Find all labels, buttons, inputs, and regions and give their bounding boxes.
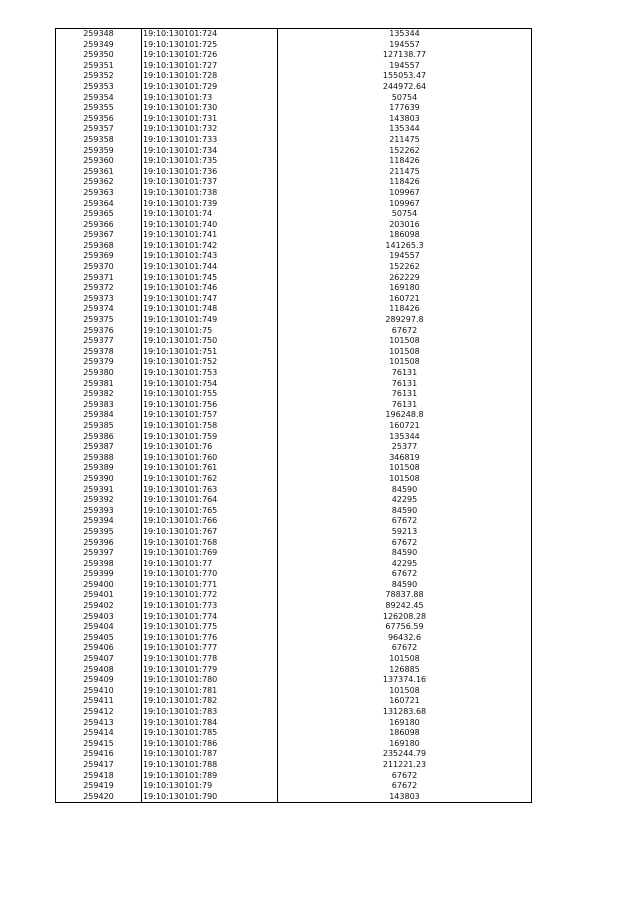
row-id-cell: 259410 bbox=[56, 686, 142, 697]
row-id-cell: 259411 bbox=[56, 696, 142, 707]
value-cell: 101508 bbox=[278, 654, 532, 665]
cadastral-number-cell: 19:10:130101:77 bbox=[142, 559, 278, 570]
value-cell: 141265.3 bbox=[278, 241, 532, 252]
value-cell: 67672 bbox=[278, 781, 532, 792]
table-row bbox=[56, 199, 532, 210]
table-row bbox=[56, 739, 532, 750]
value-cell: 76131 bbox=[278, 368, 532, 379]
value-cell: 169180 bbox=[278, 739, 532, 750]
row-id-cell: 259384 bbox=[56, 410, 142, 421]
table-row bbox=[56, 665, 532, 676]
value-cell: 67672 bbox=[278, 516, 532, 527]
row-id-cell: 259355 bbox=[56, 103, 142, 114]
row-id-cell: 259371 bbox=[56, 273, 142, 284]
value-cell: 262229 bbox=[278, 273, 532, 284]
cadastral-number-cell: 19:10:130101:781 bbox=[142, 686, 278, 697]
table-row bbox=[56, 283, 532, 294]
cadastral-number-cell: 19:10:130101:743 bbox=[142, 251, 278, 262]
cadastral-number-cell: 19:10:130101:756 bbox=[142, 400, 278, 411]
table-row bbox=[56, 421, 532, 432]
row-id-cell: 259387 bbox=[56, 442, 142, 453]
value-cell: 127138.77 bbox=[278, 50, 532, 61]
value-cell: 50754 bbox=[278, 93, 532, 104]
table-row bbox=[56, 40, 532, 51]
table-row bbox=[56, 442, 532, 453]
table-row bbox=[56, 696, 532, 707]
cadastral-number-cell: 19:10:130101:780 bbox=[142, 675, 278, 686]
value-cell: 25377 bbox=[278, 442, 532, 453]
value-cell: 76131 bbox=[278, 379, 532, 390]
cadastral-number-cell: 19:10:130101:772 bbox=[142, 590, 278, 601]
value-cell: 346819 bbox=[278, 453, 532, 464]
cadastral-number-cell: 19:10:130101:751 bbox=[142, 347, 278, 358]
cadastral-number-cell: 19:10:130101:776 bbox=[142, 633, 278, 644]
value-cell: 67672 bbox=[278, 326, 532, 337]
table-row bbox=[56, 315, 532, 326]
cadastral-number-cell: 19:10:130101:790 bbox=[142, 792, 278, 803]
row-id-cell: 259407 bbox=[56, 654, 142, 665]
row-id-cell: 259399 bbox=[56, 569, 142, 580]
cadastral-number-cell: 19:10:130101:734 bbox=[142, 146, 278, 157]
table-row bbox=[56, 538, 532, 549]
row-id-cell: 259389 bbox=[56, 463, 142, 474]
row-id-cell: 259351 bbox=[56, 61, 142, 72]
cadastral-number-cell: 19:10:130101:746 bbox=[142, 283, 278, 294]
cadastral-number-cell: 19:10:130101:786 bbox=[142, 739, 278, 750]
row-id-cell: 259374 bbox=[56, 304, 142, 315]
value-cell: 289297.8 bbox=[278, 315, 532, 326]
row-id-cell: 259376 bbox=[56, 326, 142, 337]
value-cell: 203016 bbox=[278, 220, 532, 231]
cadastral-number-cell: 19:10:130101:760 bbox=[142, 453, 278, 464]
table-row bbox=[56, 590, 532, 601]
value-cell: 42295 bbox=[278, 495, 532, 506]
row-id-cell: 259348 bbox=[56, 29, 142, 40]
value-cell: 143803 bbox=[278, 792, 532, 803]
row-id-cell: 259382 bbox=[56, 389, 142, 400]
value-cell: 186098 bbox=[278, 230, 532, 241]
value-cell: 84590 bbox=[278, 506, 532, 517]
value-cell: 135344 bbox=[278, 124, 532, 135]
table-row bbox=[56, 336, 532, 347]
value-cell: 101508 bbox=[278, 463, 532, 474]
value-cell: 78837.88 bbox=[278, 590, 532, 601]
value-cell: 211475 bbox=[278, 167, 532, 178]
row-id-cell: 259360 bbox=[56, 156, 142, 167]
row-id-cell: 259353 bbox=[56, 82, 142, 93]
row-id-cell: 259373 bbox=[56, 294, 142, 305]
cadastral-number-cell: 19:10:130101:740 bbox=[142, 220, 278, 231]
row-id-cell: 259365 bbox=[56, 209, 142, 220]
table-row bbox=[56, 410, 532, 421]
value-cell: 131283.68 bbox=[278, 707, 532, 718]
value-cell: 194557 bbox=[278, 251, 532, 262]
row-id-cell: 259403 bbox=[56, 612, 142, 623]
table-row bbox=[56, 506, 532, 517]
value-cell: 244972.64 bbox=[278, 82, 532, 93]
cadastral-number-cell: 19:10:130101:744 bbox=[142, 262, 278, 273]
row-id-cell: 259400 bbox=[56, 580, 142, 591]
value-cell: 101508 bbox=[278, 357, 532, 368]
cadastral-number-cell: 19:10:130101:79 bbox=[142, 781, 278, 792]
value-cell: 235244.79 bbox=[278, 749, 532, 760]
cadastral-number-cell: 19:10:130101:76 bbox=[142, 442, 278, 453]
row-id-cell: 259419 bbox=[56, 781, 142, 792]
table-row bbox=[56, 273, 532, 284]
row-id-cell: 259416 bbox=[56, 749, 142, 760]
value-cell: 160721 bbox=[278, 294, 532, 305]
value-cell: 118426 bbox=[278, 156, 532, 167]
table-row bbox=[56, 241, 532, 252]
value-cell: 109967 bbox=[278, 188, 532, 199]
table-row bbox=[56, 400, 532, 411]
table-row bbox=[56, 50, 532, 61]
table-row bbox=[56, 220, 532, 231]
row-id-cell: 259361 bbox=[56, 167, 142, 178]
row-id-cell: 259372 bbox=[56, 283, 142, 294]
value-cell: 196248.8 bbox=[278, 410, 532, 421]
cadastral-number-cell: 19:10:130101:771 bbox=[142, 580, 278, 591]
value-cell: 84590 bbox=[278, 485, 532, 496]
table-row bbox=[56, 527, 532, 538]
table-row bbox=[56, 463, 532, 474]
row-id-cell: 259406 bbox=[56, 643, 142, 654]
table-row bbox=[56, 135, 532, 146]
value-cell: 169180 bbox=[278, 718, 532, 729]
table-row bbox=[56, 230, 532, 241]
cadastral-number-cell: 19:10:130101:758 bbox=[142, 421, 278, 432]
cadastral-number-cell: 19:10:130101:724 bbox=[142, 29, 278, 40]
value-cell: 137374.16 bbox=[278, 675, 532, 686]
cadastral-number-cell: 19:10:130101:725 bbox=[142, 40, 278, 51]
table-row bbox=[56, 93, 532, 104]
data-table bbox=[55, 28, 532, 803]
row-id-cell: 259356 bbox=[56, 114, 142, 125]
cadastral-number-cell: 19:10:130101:773 bbox=[142, 601, 278, 612]
value-cell: 50754 bbox=[278, 209, 532, 220]
cadastral-number-cell: 19:10:130101:753 bbox=[142, 368, 278, 379]
cadastral-number-cell: 19:10:130101:782 bbox=[142, 696, 278, 707]
row-id-cell: 259366 bbox=[56, 220, 142, 231]
row-id-cell: 259409 bbox=[56, 675, 142, 686]
value-cell: 126885 bbox=[278, 665, 532, 676]
row-id-cell: 259395 bbox=[56, 527, 142, 538]
value-cell: 211221.23 bbox=[278, 760, 532, 771]
value-cell: 76131 bbox=[278, 400, 532, 411]
row-id-cell: 259375 bbox=[56, 315, 142, 326]
cadastral-number-cell: 19:10:130101:769 bbox=[142, 548, 278, 559]
value-cell: 101508 bbox=[278, 474, 532, 485]
table-row bbox=[56, 177, 532, 188]
table-row bbox=[56, 262, 532, 273]
row-id-cell: 259420 bbox=[56, 792, 142, 803]
value-cell: 101508 bbox=[278, 686, 532, 697]
value-cell: 126208.28 bbox=[278, 612, 532, 623]
value-cell: 118426 bbox=[278, 304, 532, 315]
cadastral-number-cell: 19:10:130101:731 bbox=[142, 114, 278, 125]
cadastral-number-cell: 19:10:130101:754 bbox=[142, 379, 278, 390]
cadastral-number-cell: 19:10:130101:778 bbox=[142, 654, 278, 665]
row-id-cell: 259393 bbox=[56, 506, 142, 517]
row-id-cell: 259368 bbox=[56, 241, 142, 252]
table-row bbox=[56, 485, 532, 496]
row-id-cell: 259412 bbox=[56, 707, 142, 718]
value-cell: 42295 bbox=[278, 559, 532, 570]
row-id-cell: 259377 bbox=[56, 336, 142, 347]
row-id-cell: 259404 bbox=[56, 622, 142, 633]
row-id-cell: 259417 bbox=[56, 760, 142, 771]
table-row bbox=[56, 357, 532, 368]
value-cell: 109967 bbox=[278, 199, 532, 210]
row-id-cell: 259363 bbox=[56, 188, 142, 199]
table-row bbox=[56, 294, 532, 305]
cadastral-number-cell: 19:10:130101:726 bbox=[142, 50, 278, 61]
value-cell: 211475 bbox=[278, 135, 532, 146]
row-id-cell: 259401 bbox=[56, 590, 142, 601]
value-cell: 155053.47 bbox=[278, 71, 532, 82]
table-row bbox=[56, 760, 532, 771]
table-row bbox=[56, 326, 532, 337]
table-row bbox=[56, 71, 532, 82]
table-row bbox=[56, 771, 532, 782]
cadastral-number-cell: 19:10:130101:762 bbox=[142, 474, 278, 485]
table-row bbox=[56, 368, 532, 379]
table-row bbox=[56, 347, 532, 358]
value-cell: 152262 bbox=[278, 146, 532, 157]
cadastral-number-cell: 19:10:130101:759 bbox=[142, 432, 278, 443]
table-row bbox=[56, 146, 532, 157]
cadastral-number-cell: 19:10:130101:735 bbox=[142, 156, 278, 167]
cadastral-number-cell: 19:10:130101:752 bbox=[142, 357, 278, 368]
table-row bbox=[56, 432, 532, 443]
table-row bbox=[56, 601, 532, 612]
value-cell: 84590 bbox=[278, 548, 532, 559]
value-cell: 186098 bbox=[278, 728, 532, 739]
row-id-cell: 259398 bbox=[56, 559, 142, 570]
value-cell: 194557 bbox=[278, 40, 532, 51]
cadastral-number-cell: 19:10:130101:770 bbox=[142, 569, 278, 580]
value-cell: 143803 bbox=[278, 114, 532, 125]
value-cell: 59213 bbox=[278, 527, 532, 538]
cadastral-number-cell: 19:10:130101:774 bbox=[142, 612, 278, 623]
cadastral-number-cell: 19:10:130101:775 bbox=[142, 622, 278, 633]
value-cell: 118426 bbox=[278, 177, 532, 188]
row-id-cell: 259402 bbox=[56, 601, 142, 612]
table-row bbox=[56, 781, 532, 792]
row-id-cell: 259386 bbox=[56, 432, 142, 443]
cadastral-number-cell: 19:10:130101:757 bbox=[142, 410, 278, 421]
value-cell: 84590 bbox=[278, 580, 532, 591]
value-cell: 89242.45 bbox=[278, 601, 532, 612]
row-id-cell: 259413 bbox=[56, 718, 142, 729]
row-id-cell: 259405 bbox=[56, 633, 142, 644]
table-row bbox=[56, 474, 532, 485]
cadastral-number-cell: 19:10:130101:742 bbox=[142, 241, 278, 252]
cadastral-number-cell: 19:10:130101:741 bbox=[142, 230, 278, 241]
table-row bbox=[56, 209, 532, 220]
table-body bbox=[56, 29, 532, 803]
table-row bbox=[56, 61, 532, 72]
row-id-cell: 259379 bbox=[56, 357, 142, 368]
table-row bbox=[56, 622, 532, 633]
table-row bbox=[56, 251, 532, 262]
cadastral-number-cell: 19:10:130101:749 bbox=[142, 315, 278, 326]
cadastral-number-cell: 19:10:130101:745 bbox=[142, 273, 278, 284]
cadastral-number-cell: 19:10:130101:747 bbox=[142, 294, 278, 305]
cadastral-number-cell: 19:10:130101:788 bbox=[142, 760, 278, 771]
table-row bbox=[56, 114, 532, 125]
table-row bbox=[56, 633, 532, 644]
cadastral-number-cell: 19:10:130101:777 bbox=[142, 643, 278, 654]
table-row bbox=[56, 156, 532, 167]
row-id-cell: 259381 bbox=[56, 379, 142, 390]
row-id-cell: 259354 bbox=[56, 93, 142, 104]
value-cell: 169180 bbox=[278, 283, 532, 294]
cadastral-number-cell: 19:10:130101:730 bbox=[142, 103, 278, 114]
cadastral-number-cell: 19:10:130101:737 bbox=[142, 177, 278, 188]
cadastral-number-cell: 19:10:130101:739 bbox=[142, 199, 278, 210]
value-cell: 67672 bbox=[278, 569, 532, 580]
value-cell: 101508 bbox=[278, 347, 532, 358]
value-cell: 135344 bbox=[278, 29, 532, 40]
cadastral-number-cell: 19:10:130101:727 bbox=[142, 61, 278, 72]
table-row bbox=[56, 728, 532, 739]
row-id-cell: 259367 bbox=[56, 230, 142, 241]
cadastral-number-cell: 19:10:130101:779 bbox=[142, 665, 278, 676]
value-cell: 67756.59 bbox=[278, 622, 532, 633]
row-id-cell: 259396 bbox=[56, 538, 142, 549]
cadastral-number-cell: 19:10:130101:764 bbox=[142, 495, 278, 506]
cadastral-number-cell: 19:10:130101:75 bbox=[142, 326, 278, 337]
table-row bbox=[56, 643, 532, 654]
table-row bbox=[56, 188, 532, 199]
row-id-cell: 259370 bbox=[56, 262, 142, 273]
row-id-cell: 259383 bbox=[56, 400, 142, 411]
row-id-cell: 259388 bbox=[56, 453, 142, 464]
cadastral-number-cell: 19:10:130101:761 bbox=[142, 463, 278, 474]
cadastral-number-cell: 19:10:130101:783 bbox=[142, 707, 278, 718]
cadastral-number-cell: 19:10:130101:766 bbox=[142, 516, 278, 527]
table-row bbox=[56, 516, 532, 527]
cadastral-number-cell: 19:10:130101:732 bbox=[142, 124, 278, 135]
table-row bbox=[56, 559, 532, 570]
row-id-cell: 259394 bbox=[56, 516, 142, 527]
cadastral-number-cell: 19:10:130101:73 bbox=[142, 93, 278, 104]
row-id-cell: 259349 bbox=[56, 40, 142, 51]
table-row bbox=[56, 792, 532, 803]
table-row bbox=[56, 654, 532, 665]
row-id-cell: 259358 bbox=[56, 135, 142, 146]
row-id-cell: 259350 bbox=[56, 50, 142, 61]
value-cell: 160721 bbox=[278, 421, 532, 432]
row-id-cell: 259414 bbox=[56, 728, 142, 739]
cadastral-number-cell: 19:10:130101:787 bbox=[142, 749, 278, 760]
table-row bbox=[56, 389, 532, 400]
value-cell: 96432.6 bbox=[278, 633, 532, 644]
cadastral-number-cell: 19:10:130101:768 bbox=[142, 538, 278, 549]
cadastral-number-cell: 19:10:130101:748 bbox=[142, 304, 278, 315]
value-cell: 135344 bbox=[278, 432, 532, 443]
table-row bbox=[56, 495, 532, 506]
row-id-cell: 259380 bbox=[56, 368, 142, 379]
cadastral-number-cell: 19:10:130101:729 bbox=[142, 82, 278, 93]
value-cell: 152262 bbox=[278, 262, 532, 273]
row-id-cell: 259418 bbox=[56, 771, 142, 782]
row-id-cell: 259359 bbox=[56, 146, 142, 157]
cadastral-number-cell: 19:10:130101:736 bbox=[142, 167, 278, 178]
cadastral-number-cell: 19:10:130101:750 bbox=[142, 336, 278, 347]
table-row bbox=[56, 103, 532, 114]
table-row bbox=[56, 29, 532, 40]
cadastral-number-cell: 19:10:130101:789 bbox=[142, 771, 278, 782]
cadastral-number-cell: 19:10:130101:763 bbox=[142, 485, 278, 496]
table-row bbox=[56, 124, 532, 135]
table-row bbox=[56, 686, 532, 697]
row-id-cell: 259408 bbox=[56, 665, 142, 676]
table-row bbox=[56, 379, 532, 390]
row-id-cell: 259415 bbox=[56, 739, 142, 750]
value-cell: 177639 bbox=[278, 103, 532, 114]
cadastral-number-cell: 19:10:130101:785 bbox=[142, 728, 278, 739]
table-row bbox=[56, 569, 532, 580]
cadastral-number-cell: 19:10:130101:738 bbox=[142, 188, 278, 199]
cadastral-number-cell: 19:10:130101:767 bbox=[142, 527, 278, 538]
value-cell: 67672 bbox=[278, 538, 532, 549]
row-id-cell: 259357 bbox=[56, 124, 142, 135]
value-cell: 67672 bbox=[278, 643, 532, 654]
row-id-cell: 259391 bbox=[56, 485, 142, 496]
row-id-cell: 259362 bbox=[56, 177, 142, 188]
value-cell: 67672 bbox=[278, 771, 532, 782]
cadastral-number-cell: 19:10:130101:755 bbox=[142, 389, 278, 400]
row-id-cell: 259369 bbox=[56, 251, 142, 262]
row-id-cell: 259392 bbox=[56, 495, 142, 506]
row-id-cell: 259378 bbox=[56, 347, 142, 358]
table-row bbox=[56, 304, 532, 315]
value-cell: 101508 bbox=[278, 336, 532, 347]
table-row bbox=[56, 718, 532, 729]
cadastral-number-cell: 19:10:130101:765 bbox=[142, 506, 278, 517]
table-row bbox=[56, 82, 532, 93]
table-row bbox=[56, 580, 532, 591]
cadastral-number-cell: 19:10:130101:74 bbox=[142, 209, 278, 220]
value-cell: 76131 bbox=[278, 389, 532, 400]
table-row bbox=[56, 749, 532, 760]
table-row bbox=[56, 707, 532, 718]
row-id-cell: 259364 bbox=[56, 199, 142, 210]
table-row bbox=[56, 167, 532, 178]
table-row bbox=[56, 612, 532, 623]
value-cell: 160721 bbox=[278, 696, 532, 707]
row-id-cell: 259352 bbox=[56, 71, 142, 82]
value-cell: 194557 bbox=[278, 61, 532, 72]
table-row bbox=[56, 675, 532, 686]
table-row bbox=[56, 548, 532, 559]
cadastral-number-cell: 19:10:130101:728 bbox=[142, 71, 278, 82]
row-id-cell: 259397 bbox=[56, 548, 142, 559]
cadastral-number-cell: 19:10:130101:784 bbox=[142, 718, 278, 729]
row-id-cell: 259385 bbox=[56, 421, 142, 432]
row-id-cell: 259390 bbox=[56, 474, 142, 485]
table-row bbox=[56, 453, 532, 464]
cadastral-number-cell: 19:10:130101:733 bbox=[142, 135, 278, 146]
